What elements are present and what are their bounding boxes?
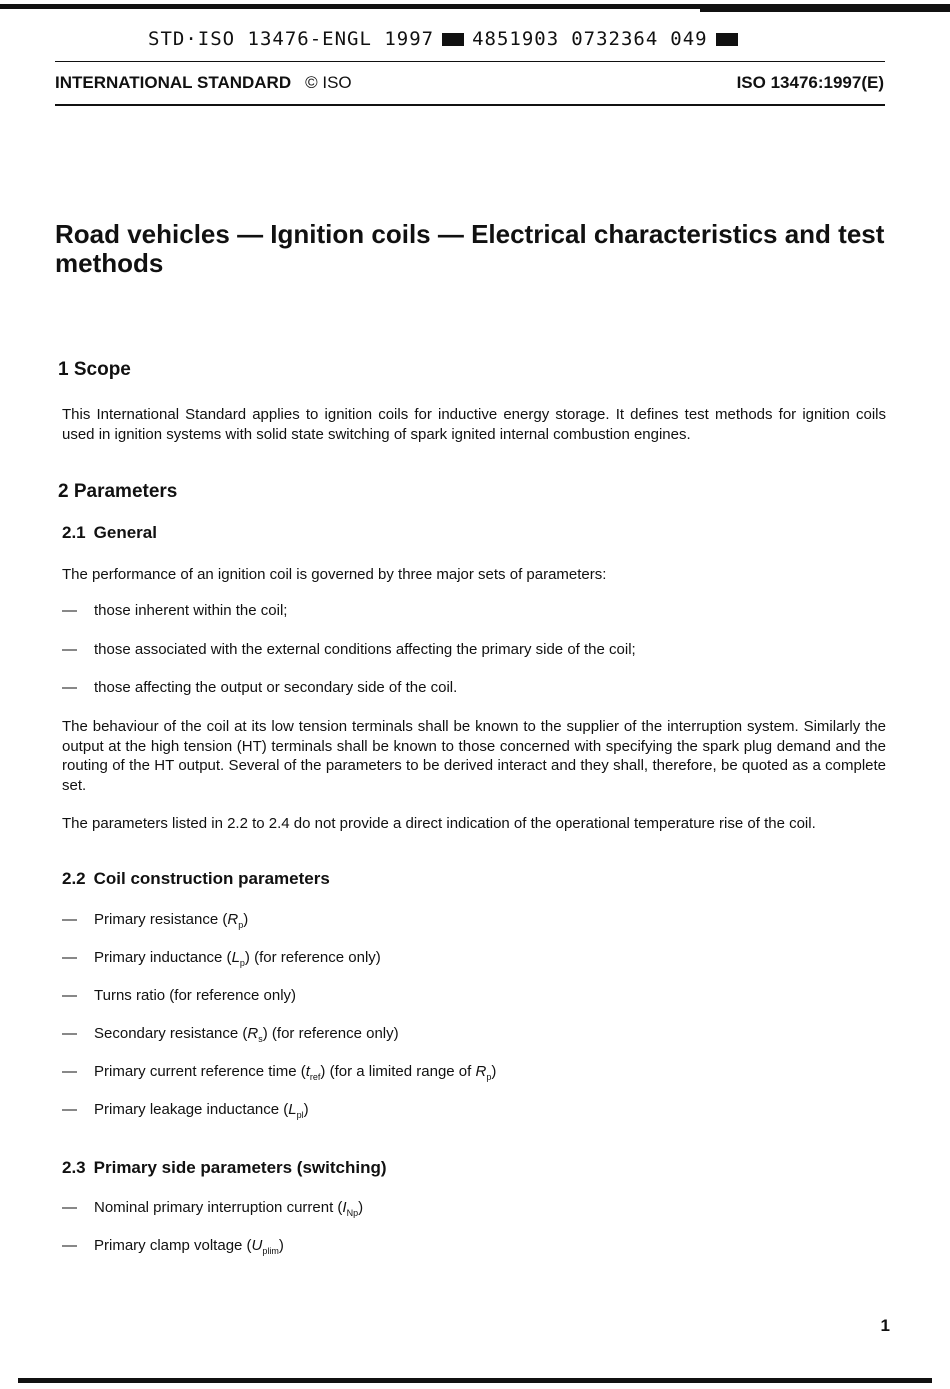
list-item: — Secondary resistance $(R_s)$ (for reference only) [62,1025,399,1044]
section-number: 2.1 [62,523,86,542]
page-number: 1 [880,1316,890,1335]
dash: — [62,679,77,696]
list-item: — Primary inductance $(L_p)$ (for reference only) [62,949,381,968]
general-paragraph-2: The parameters listed in 2.2 to 2.4 do not provide a direct indication of the operational temperature rise of the coil. [62,815,816,832]
list-item: — Primary resistance $(R_p)$ [62,911,249,930]
list-item: — Primary clamp voltage $(U_{plim})$ [62,1237,284,1256]
list-item: — Primary current reference time $(t_{ref})$ (for a limited range of $R_p$) [62,1063,497,1082]
black-block [442,33,464,46]
scan-top-bar-thick [700,9,950,12]
scan-header-line [148,28,746,50]
dash: — [62,641,77,658]
section-number: 2.2 [62,869,86,888]
scan-bottom-bar [18,1378,932,1383]
list-item: — those inherent within the coil; [62,602,288,619]
section-number: 2.3 [62,1158,86,1177]
scope-text: This International Standard applies to ignition coils for inductive energy storage. It defines test methods for ignition coils used in ignition systems with solid state switching of spark ignited internal combustion engines. [62,406,886,443]
list-item: — those associated with the external conditions affecting the primary side of the coil; [62,641,636,658]
header-rule-top [55,61,885,62]
section-title: General [93,523,157,542]
header-copyright: © ISO [305,73,352,92]
list-item: — Primary leakage inductance $(L_{pl})$ [62,1101,309,1120]
parameters-heading: 2 Parameters [58,481,178,502]
page-title: Road vehicles — Ignition coils — Electrical characteristics and test methods [55,219,885,278]
list-item: — Turns ratio (for reference only) [62,987,297,1004]
construction-heading [62,869,330,889]
list-item: — those affecting the output or secondary side of the coil. [62,679,458,696]
barcode-3: 049 [670,28,708,50]
header-left [55,73,352,93]
header-rule-bottom [55,104,885,106]
barcode-2: 0732364 [571,28,659,50]
header-doc-number: ISO 13476:1997(E) [736,73,884,92]
switching-heading [62,1158,387,1178]
section-title: Coil construction parameters [93,869,330,888]
barcode-1: 4851903 [472,28,560,50]
general-paragraph-1: The behaviour of the coil at its low tension terminals shall be known to the supplier of the interruption system. Similarly the output at the high tension (HT) terminals shall be known to those concerned with specifying the spark plug demand and the routing of the HT output. Several of the parameters to be derived interact and they shall, therefore, be quoted as a complete set. [62,718,886,794]
section-title: Primary side parameters (switching) [93,1158,387,1177]
general-intro: The performance of an ignition coil is governed by three major sets of parameters: [62,566,607,583]
scope-heading: 1 Scope [58,359,131,380]
std-code: STD·ISO 13476-ENGL 1997 [148,28,435,50]
list-item: — Nominal primary interruption current $(I_{Np})$ [62,1199,364,1218]
dash: — [62,602,77,619]
black-block [716,33,738,46]
header-standard-label: INTERNATIONAL STANDARD [55,73,292,92]
general-heading [62,523,157,543]
